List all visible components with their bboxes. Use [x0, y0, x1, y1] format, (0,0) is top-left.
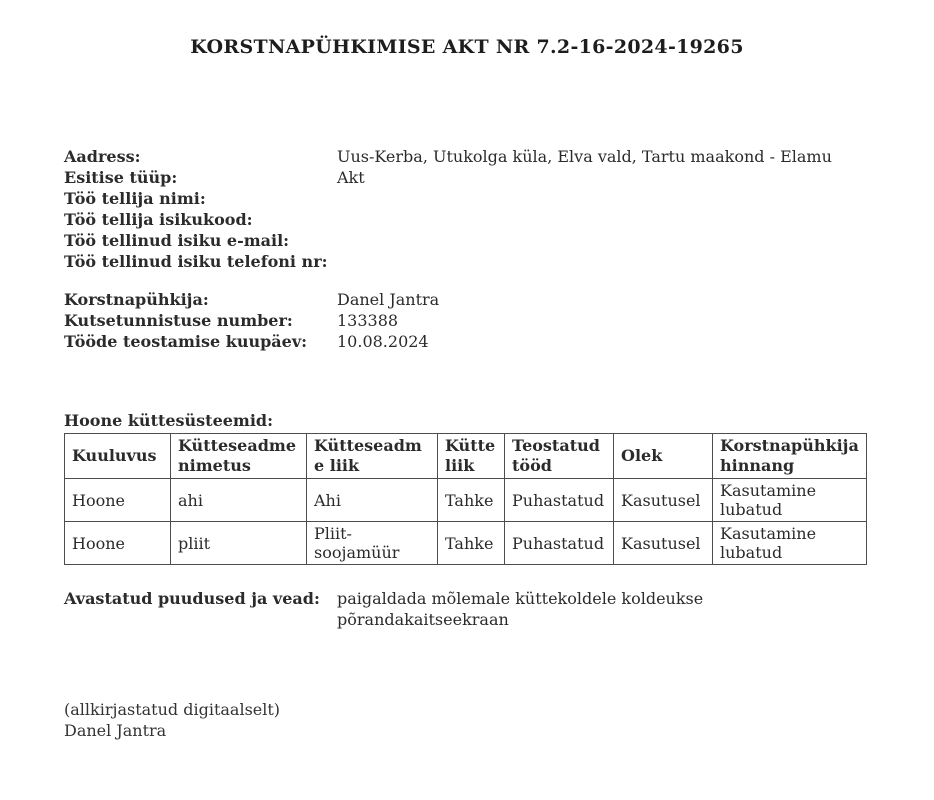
cell-teostatud: Puhastatud: [505, 479, 614, 522]
sweeper-row: [64, 331, 870, 352]
cell-kuuluvus: Hoone: [65, 522, 171, 565]
field-label-kutsetunnistus: Kutsetunnistuse number:: [64, 311, 293, 330]
cell-nimetus: ahi: [171, 479, 307, 522]
info-block: [64, 146, 870, 272]
cell-teostatud: Puhastatud: [505, 522, 614, 565]
field-label-kuupaev: Tööde teostamise kuupäev:: [64, 332, 308, 351]
cell-kytte-liik: Tahke: [438, 479, 505, 522]
field-label-aadress: Aadress:: [64, 147, 141, 166]
deficiencies-label: Avastatud puudused ja vead:: [64, 589, 320, 608]
cell-kuuluvus: Hoone: [65, 479, 171, 522]
cell-nimetus: pliit: [171, 522, 307, 565]
signature-note: (allkirjastatud digitaalselt): [64, 700, 281, 719]
info-row: [64, 146, 870, 167]
sweeper-block: [64, 289, 870, 352]
info-row: [64, 209, 870, 230]
sweeper-row: [64, 289, 870, 310]
table-row: [65, 522, 867, 565]
page-title: KORSTNAPÜHKIMISE AKT NR 7.2-16-2024-19265: [190, 36, 744, 58]
cell-liik: Ahi: [307, 479, 438, 522]
field-value-korstnapyhkija: Danel Jantra: [337, 290, 440, 309]
field-value-esitise-tyyp: Akt: [337, 168, 365, 187]
column-header-kytteseadme-nimetus: Kütteseadme nimetus: [171, 434, 307, 479]
field-value-aadress: Uus-Kerba, Utukolga küla, Elva vald, Tartu maakond - Elamu: [337, 147, 832, 166]
heating-systems-table: [64, 433, 867, 565]
field-value-kuupaev: 10.08.2024: [337, 332, 429, 351]
column-header-olek: Olek: [614, 434, 713, 479]
info-row: [64, 167, 870, 188]
signature-name: Danel Jantra: [64, 721, 167, 740]
field-label-tellinud-email: Töö tellinud isiku e-mail:: [64, 231, 290, 250]
field-label-tellinud-telefon: Töö tellinud isiku telefoni nr:: [64, 252, 328, 271]
deficiencies-block: [64, 588, 870, 630]
field-label-korstnapyhkija: Korstnapühkija:: [64, 290, 209, 309]
column-header-hinnang: Korstnapühkija hinnang: [713, 434, 867, 479]
info-row: [64, 188, 870, 209]
info-row: [64, 230, 870, 251]
cell-hinnang: Kasutamine lubatud: [713, 522, 867, 565]
cell-olek: Kasutusel: [614, 479, 713, 522]
cell-kytte-liik: Tahke: [438, 522, 505, 565]
column-header-kytteseadme-liik: Kütteseadme liik: [307, 434, 438, 479]
field-value-kutsetunnistus: 133388: [337, 311, 399, 330]
cell-liik: Pliit-soojamüür: [307, 522, 438, 565]
field-label-tellija-nimi: Töö tellija nimi:: [64, 189, 206, 208]
sweeper-row: [64, 310, 870, 331]
column-header-kytte-liik: Kütte liik: [438, 434, 505, 479]
cell-olek: Kasutusel: [614, 522, 713, 565]
deficiencies-value: paigaldada mõlemale küttekoldele koldeukse põrandakaitseekraan: [337, 589, 704, 629]
table-header-row: [65, 434, 867, 479]
field-label-tellija-isikukood: Töö tellija isikukood:: [64, 210, 253, 229]
signature-block: [64, 699, 870, 741]
table-row: [65, 479, 867, 522]
field-label-esitise-tyyp: Esitise tüüp:: [64, 168, 178, 187]
column-header-kuuluvus: Kuuluvus: [65, 434, 171, 479]
column-header-teostatud-tood: Teostatud tööd: [505, 434, 614, 479]
cell-hinnang: Kasutamine lubatud: [713, 479, 867, 522]
heating-systems-section-label: Hoone küttesüsteemid:: [64, 411, 274, 430]
info-row: [64, 251, 870, 272]
